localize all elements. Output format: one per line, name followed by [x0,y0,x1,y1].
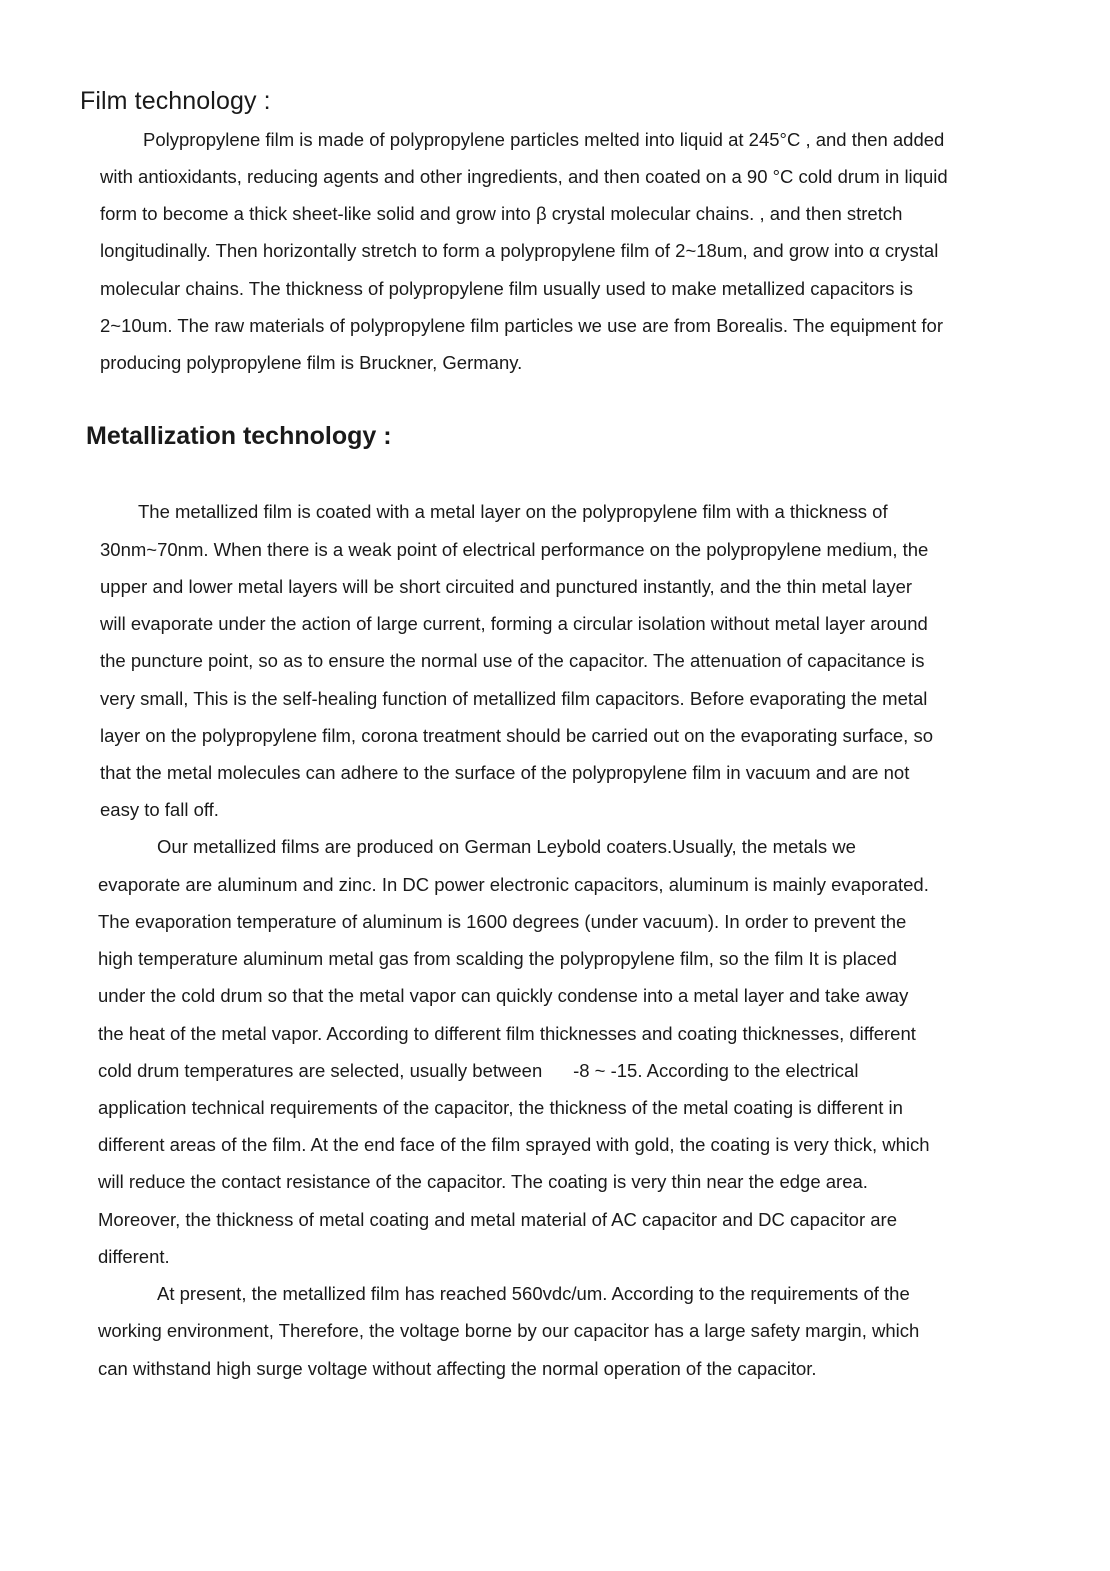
text-line: will reduce the contact resistance of the capacitor. The coating is very thin near the edge area. [98,1171,868,1192]
text-line: upper and lower metal layers will be short circuited and punctured instantly, and the thin metal layer [100,576,913,597]
text-line: will evaporate under the action of large current, forming a circular isolation without metal layer around [100,613,928,634]
text-line: At present, the metallized film has reached 560vdc/um. According to the requirements of the [157,1283,910,1304]
text-line: cold drum temperatures are selected, usually between -8 ~ -15. According to the electrical [98,1060,859,1081]
text-line: working environment, Therefore, the voltage borne by our capacitor has a large safety margin, which [98,1320,920,1341]
text-line: form to become a thick sheet-like solid and grow into β crystal molecular chains. , and then stretch [100,203,903,224]
film-technology-heading: Film technology : [80,87,271,115]
text-line: layer on the polypropylene film, corona treatment should be carried out on the evaporating surface, so [100,725,933,746]
text-line: very small, This is the self-healing function of metallized film capacitors. Before evaporating the metal [100,688,928,709]
text-line: that the metal molecules can adhere to the surface of the polypropylene film in vacuum and are not [100,762,910,783]
text-line: producing polypropylene film is Bruckner, Germany. [100,352,523,373]
text-line: longitudinally. Then horizontally stretch to form a polypropylene film of 2~18um, and grow into α crystal [100,240,939,261]
text-line: high temperature aluminum metal gas from scalding the polypropylene film, so the film It is placed [98,948,897,969]
text-line: different areas of the film. At the end face of the film sprayed with gold, the coating is very thick, which [98,1134,930,1155]
text-line: Our metallized films are produced on German Leybold coaters.Usually, the metals we [157,836,856,857]
text-line: molecular chains. The thickness of polypropylene film usually used to make metallized capacitors is [100,278,914,299]
text-line: Moreover, the thickness of metal coating and metal material of AC capacitor and DC capacitor are [98,1209,897,1230]
text-line: evaporate are aluminum and zinc. In DC power electronic capacitors, aluminum is mainly evaporated. [98,874,929,895]
text-line: 30nm~70nm. When there is a weak point of electrical performance on the polypropylene medium, the [100,539,929,560]
text-line: the heat of the metal vapor. According to different film thicknesses and coating thicknesses, different [98,1023,916,1044]
text-line: The metallized film is coated with a metal layer on the polypropylene film with a thickness of [138,501,888,522]
text-line: with antioxidants, reducing agents and other ingredients, and then coated on a 90 °C cold drum in liquid [100,166,948,187]
text-line: under the cold drum so that the metal vapor can quickly condense into a metal layer and take away [98,985,909,1006]
text-line: can withstand high surge voltage without affecting the normal operation of the capacitor. [98,1358,817,1379]
text-line: application technical requirements of the capacitor, the thickness of the metal coating is different in [98,1097,903,1118]
text-line: different. [98,1246,170,1267]
text-line: The evaporation temperature of aluminum is 1600 degrees (under vacuum). In order to prevent the [98,911,907,932]
text-line: the puncture point, so as to ensure the normal use of the capacitor. The attenuation of capacitance is [100,650,925,671]
text-line: 2~10um. The raw materials of polypropylene film particles we use are from Borealis. The equipment for [100,315,944,336]
metallization-technology-heading: Metallization technology : [86,422,392,450]
text-line: Polypropylene film is made of polypropylene particles melted into liquid at 245°C , and then added [143,129,945,150]
text-line: easy to fall off. [100,799,219,820]
